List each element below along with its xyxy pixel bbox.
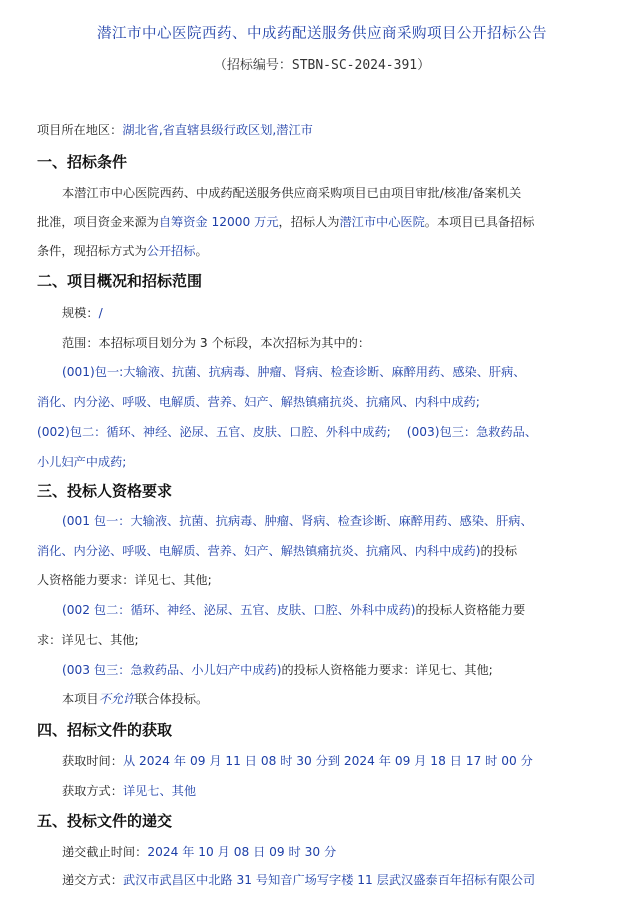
package-3: (003)包三：急救药品、 — [406, 425, 538, 439]
tenderer-name: 潜江市中心医院 — [339, 215, 425, 229]
qualification-3-line: (003 包三：急救药品、小儿妇产中成药)的投标人资格能力要求：详见七、其他; — [62, 663, 493, 677]
qualification-1-line-2: 消化、内分泌、呼吸、电解质、营养、妇产、解热镇痛抗炎、抗痛风、内科中成药)的投标 — [37, 544, 518, 558]
package-1-line-1: (001)包一:大输液、抗菌、抗病毒、肿瘤、肾病、检查诊断、麻醉用药、感染、肝病、 — [62, 365, 526, 379]
submission-deadline-value: 2024 年 10 月 08 日 09 时 30 分 — [147, 845, 337, 859]
project-location — [37, 122, 313, 138]
tender-code: （招标编号：STBN-SC-2024-391） — [213, 58, 431, 73]
conditions-line-3: 条件，现招标方式为公开招标。 — [37, 244, 208, 258]
qualification-2-line-2: 求：详见七、其他; — [37, 633, 139, 647]
joint-bid-line: 本项目不允许联合体投标。 — [62, 692, 209, 706]
section-heading-obtain-documents: 四、招标文件的获取 — [37, 721, 173, 739]
package-3-line-2: 小儿妇产中成药; — [37, 455, 127, 469]
tender-method: 公开招标 — [146, 244, 196, 258]
submission-method-line: 递交方式：武汉市武昌区中北路 31 号知音广场写字楼 11 层武汉盛泰百年招标有限公司 — [62, 873, 536, 887]
location-value: 湖北省,省直辖县级行政区划,潜江市 — [122, 123, 313, 137]
submission-deadline-line: 递交截止时间：2024 年 10 月 08 日 09 时 30 分 — [62, 845, 337, 859]
conditions-line-2: 批准，项目资金来源为自筹资金 12000 万元，招标人为潜江市中心医院。本项目已具备招标 — [37, 215, 535, 229]
section-heading-qualification: 三、投标人资格要求 — [37, 482, 173, 500]
section-heading-submission: 五、投标文件的递交 — [37, 812, 173, 830]
submission-method-value: 武汉市武昌区中北路 31 号知音广场写字楼 11 层武汉盛泰百年招标有限公司 — [122, 873, 536, 887]
scale-line: 规模：/ — [62, 306, 103, 320]
page-title: 潜江市中心医院西药、中成药配送服务供应商采购项目公开招标公告 — [97, 26, 547, 42]
joint-bid-status: 不允许 — [98, 692, 136, 706]
package-2: (002)包二：循环、神经、泌尿、五官、皮肤、口腔、外科中成药; — [37, 425, 391, 439]
obtain-time-value: 从 2024 年 09 月 11 日 08 时 30 分到 2024 年 09 月 18 日 17 时 00 分 — [122, 754, 533, 768]
fund-source: 自筹资金 12000 万元 — [158, 215, 279, 229]
scale-value: / — [98, 306, 103, 320]
location-label: 项目所在地区： — [37, 123, 123, 137]
section-heading-overview: 二、项目概况和招标范围 — [37, 272, 203, 290]
qualification-1-line-3: 人资格能力要求：详见七、其他; — [37, 573, 212, 587]
package-2-3-line — [37, 424, 537, 440]
qualification-2-line-1: (002 包二：循环、神经、泌尿、五官、皮肤、口腔、外科中成药)的投标人资格能力要 — [62, 603, 526, 617]
scope-line: 范围：本招标项目划分为 3 个标段，本次招标为其中的： — [62, 336, 371, 350]
package-1-line-2: 消化、内分泌、呼吸、电解质、营养、妇产、解热镇痛抗炎、抗痛风、内科中成药; — [37, 395, 480, 409]
obtain-method-line: 获取方式：详见七、其他 — [62, 784, 197, 798]
section-heading-conditions: 一、招标条件 — [37, 153, 128, 171]
conditions-line-1: 本潜江市中心医院西药、中成药配送服务供应商采购项目已由项目审批/核准/备案机关 — [62, 186, 522, 200]
obtain-time-line: 获取时间：从 2024 年 09 月 11 日 08 时 30 分到 2024 年 09 月 18 日 17 时 00 分 — [62, 754, 533, 768]
obtain-method-value: 详见七、其他 — [122, 784, 197, 798]
qualification-1-line-1: (001 包一：大输液、抗菌、抗病毒、肿瘤、肾病、检查诊断、麻醉用药、感染、肝病、 — [62, 514, 533, 528]
